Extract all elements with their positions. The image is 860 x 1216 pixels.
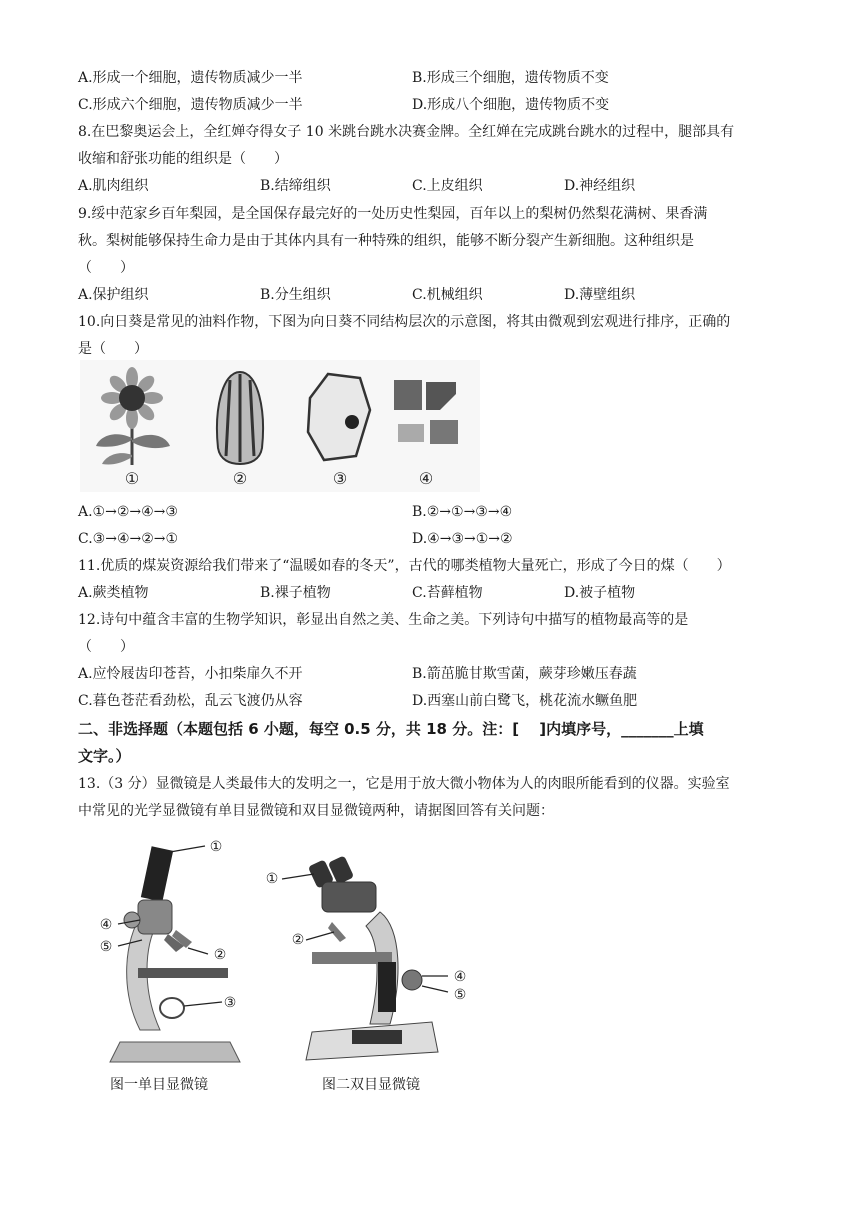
fig1-label-3: ③ [223,995,237,1011]
q10-option-c: C.③→④→②→① [78,531,179,547]
section2-heading-line2: 文字。） [78,747,131,765]
q9-stem-line3: （ ） [78,260,134,276]
q9-option-c: C.机械组织 [412,287,483,303]
fig1-label-5: ⑤ [99,939,113,955]
fig1-label-1: ① [209,839,223,855]
figure-label-2: ② [232,469,248,488]
q8-option-c: C.上皮组织 [412,178,483,194]
monocular-microscope-figure [80,830,280,1066]
fig2-label-4: ④ [453,969,467,985]
q13-stem-line2: 中常见的光学显微镜有单目显微镜和双目显微镜两种，请据图回答有关问题： [78,803,554,819]
q10-option-a: A.①→②→④→③ [78,504,178,520]
fig1-caption: 图一单目显微镜 [110,1077,208,1093]
q9-option-a: A.保护组织 [78,287,149,303]
q9-option-d: D.薄壁组织 [564,287,636,303]
sunflower-structure-figure [80,360,480,492]
q11-option-d: D.被子植物 [564,585,636,601]
binocular-microscope-icon [306,855,438,1060]
fig2-label-2: ② [291,932,305,948]
q8-stem-line1: 8.在巴黎奥运会上，全红婵夺得女子 10 米跳台跳水决赛金牌。全红婵在完成跳台跳水的过程中，腿部具有 [78,124,735,140]
fig2-caption: 图二双目显微镜 [322,1077,420,1093]
q8-stem-line2: 收缩和舒张功能的组织是（ ） [78,151,288,167]
fig2-label-5: ⑤ [453,987,467,1003]
q11-option-b: B.裸子植物 [260,585,331,601]
binocular-microscope-figure [262,852,480,1066]
q8-option-d: D.神经组织 [564,178,636,194]
q7-option-a: A.形成一个细胞，遗传物质减少一半 [78,70,303,86]
q10-option-b: B.②→①→③→④ [412,504,513,520]
figure-label-3: ③ [332,469,348,488]
q10-stem-line1: 10.向日葵是常见的油料作物，下图为向日葵不同结构层次的示意图，将其由微观到宏观进行排序，正确的 [78,314,731,330]
fig2-label-1: ① [265,871,279,887]
q8-option-b: B.结缔组织 [260,178,331,194]
q12-stem-line1: 12.诗句中蕴含丰富的生物学知识，彰显出自然之美、生命之美。下列诗句中描写的植物最高等的是 [78,612,689,628]
q11-stem: 11.优质的煤炭资源给我们带来了“温暖如春的冬天”，古代的哪类植物大量死亡，形成了今日的煤（ ） [78,558,731,574]
section2-heading-line1: 二、非选择题（本题包括 6 小题，每空 0.5 分，共 18 分。注：[ ]内填序号，_______上填 [78,720,704,738]
q8-option-a: A.肌肉组织 [78,178,149,194]
q12-stem-line2: （ ） [78,639,134,655]
q12-option-c: C.暮色苍茫看劲松，乱云飞渡仍从容 [78,693,303,709]
q9-stem-line1: 9.绥中范家乡百年梨园，是全国保存最完好的一处历史性梨园，百年以上的梨树仍然梨花满树、果香满 [78,206,708,222]
q10-stem-line2: 是（ ） [78,341,148,357]
q7-option-d: D.形成八个细胞，遗传物质不变 [412,97,610,113]
q11-option-a: A.蕨类植物 [78,585,149,601]
q11-option-c: C.苔藓植物 [412,585,483,601]
q9-option-b: B.分生组织 [260,287,331,303]
q7-option-b: B.形成三个细胞，遗传物质不变 [412,70,609,86]
q13-stem-line1: 13.（3 分）显微镜是人类最伟大的发明之一，它是用于放大微小物体为人的肉眼所能看到的仪器。实验室 [78,776,730,792]
q12-option-a: A.应怜屐齿印苍苔，小扣柴扉久不开 [78,666,303,682]
q12-option-d: D.西塞山前白鹭飞，桃花流水鳜鱼肥 [412,693,638,709]
q12-option-b: B.箭茁脆甘欺雪菌，蕨芽珍嫩压春蔬 [412,666,637,682]
q10-option-d: D.④→③→①→② [412,531,513,547]
figure-label-1: ① [124,469,140,488]
fig1-label-4: ④ [99,917,113,933]
fig1-label-2: ② [213,947,227,963]
figure-label-4: ④ [418,469,434,488]
sunflower-seed-icon [217,372,263,464]
q7-option-c: C.形成六个细胞，遗传物质减少一半 [78,97,303,113]
q9-stem-line2: 秋。梨树能够保持生命力是由于其体内具有一种特殊的组织，能够不断分裂产生新细胞。这种组织是 [78,233,694,249]
